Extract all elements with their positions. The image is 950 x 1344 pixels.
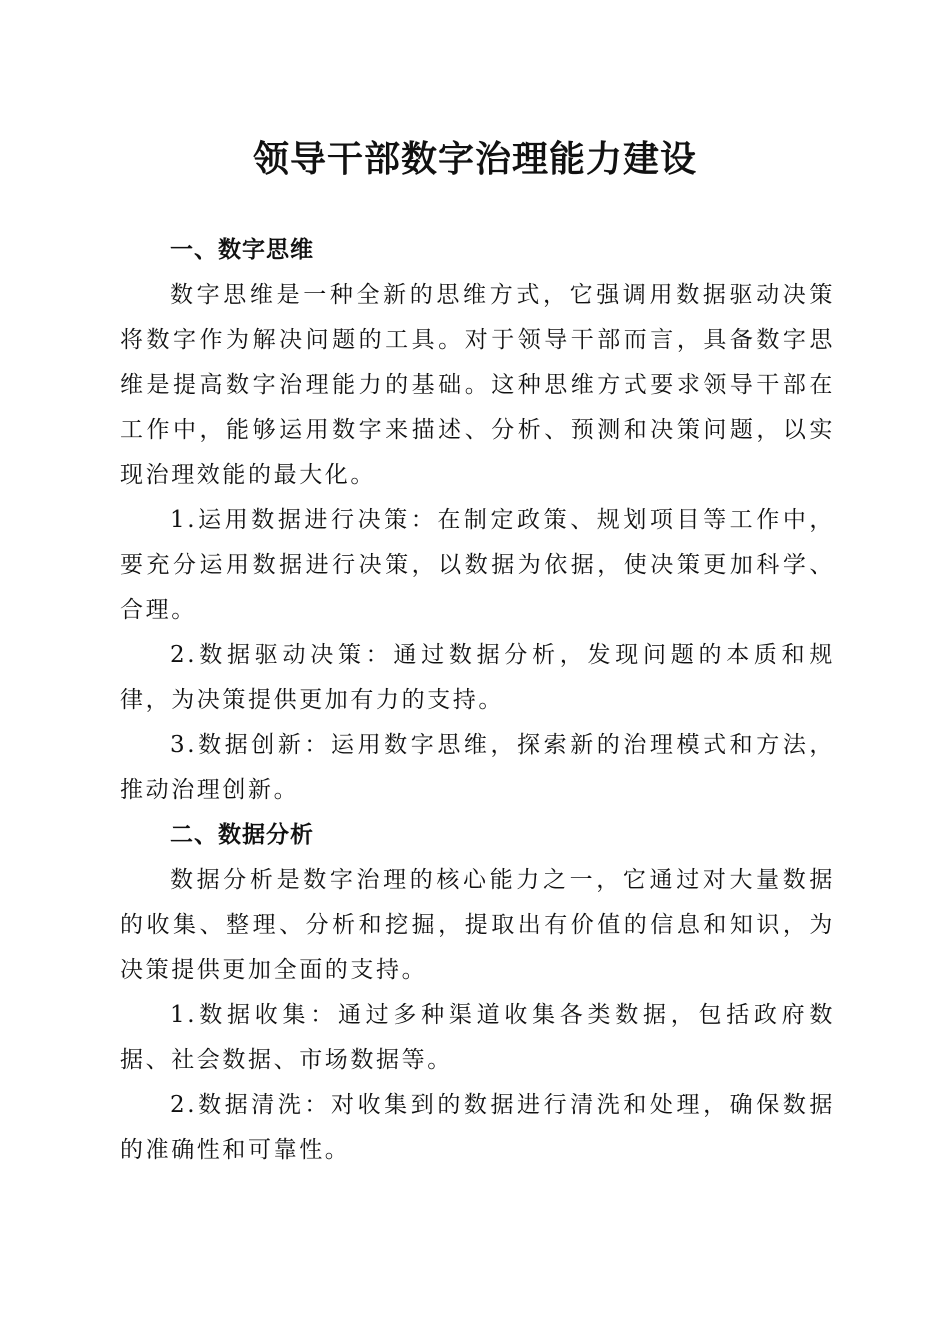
paragraph: 数字思维是一种全新的思维方式，它强调用数据驱动决策将数字作为解决问题的工具。对于领导干部而言，具备数字思维是提高数字治理能力的基础。这种思维方式要求领导干部在工作中，能够运用数字来描述、分析、预测和决策问题，以实现治理效能的最大化。 bbox=[120, 282, 835, 488]
list-item: 2.数据驱动决策：通过数据分析，发现问题的本质和规律，为决策提供更加有力的支持。 bbox=[120, 642, 835, 713]
document-title: 领导干部数字治理能力建设 bbox=[252, 138, 697, 180]
section-heading: 二、数据分析 bbox=[170, 822, 314, 848]
list-item: 2.数据清洗：对收集到的数据进行清洗和处理，确保数据的准确性和可靠性。 bbox=[120, 1092, 835, 1163]
list-item: 1.运用数据进行决策：在制定政策、规划项目等工作中，要充分运用数据进行决策，以数据为依据，使决策更加科学、合理。 bbox=[120, 507, 835, 623]
list-item: 1.数据收集：通过多种渠道收集各类数据，包括政府数据、社会数据、市场数据等。 bbox=[120, 1002, 835, 1073]
list-item: 3.数据创新：运用数字思维，探索新的治理模式和方法，推动治理创新。 bbox=[120, 732, 835, 803]
section-heading: 一、数字思维 bbox=[170, 237, 314, 263]
document-body bbox=[120, 228, 835, 1173]
paragraph: 数据分析是数字治理的核心能力之一，它通过对大量数据的收集、整理、分析和挖掘，提取出有价值的信息和知识，为决策提供更加全面的支持。 bbox=[120, 867, 835, 983]
